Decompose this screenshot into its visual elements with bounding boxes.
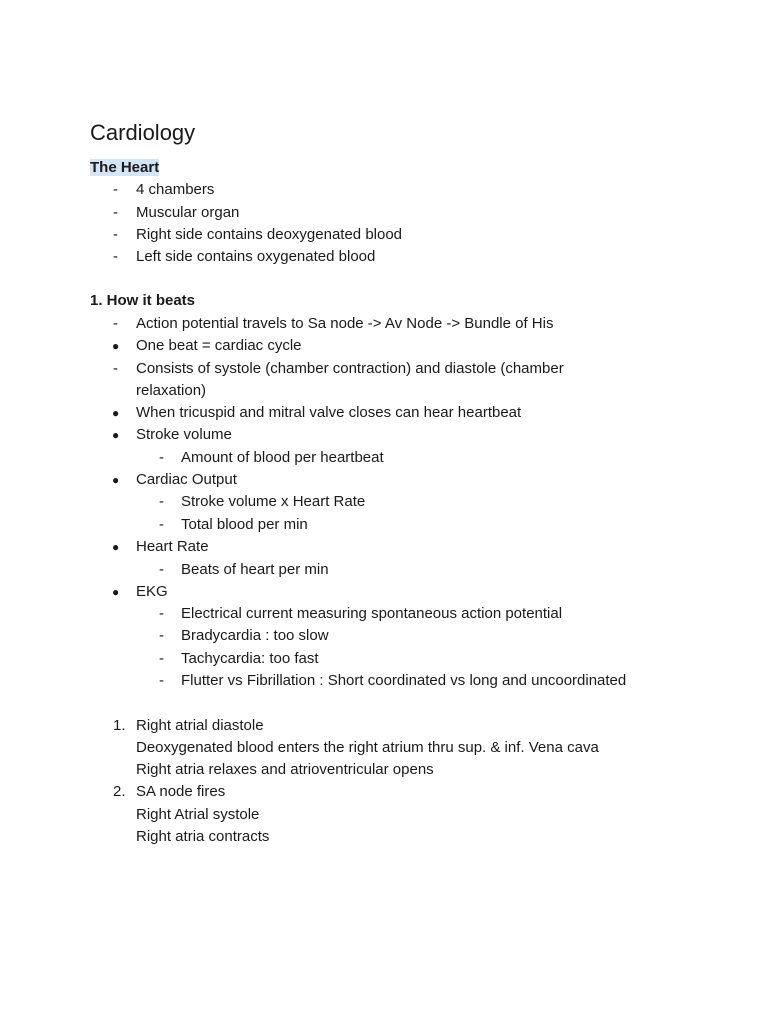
dash-marker: - bbox=[159, 516, 164, 533]
dash-marker: - bbox=[159, 672, 164, 689]
sub-list-item: Flutter vs Fibrillation : Short coordinated vs long and uncoordinated bbox=[181, 672, 627, 689]
list-number: 1. bbox=[113, 717, 126, 734]
list-item-continuation: relaxation) bbox=[136, 382, 207, 399]
list-item: One beat = cardiac cycle bbox=[136, 337, 302, 354]
list-item: Muscular organ bbox=[136, 204, 240, 221]
list-item: Consists of systole (chamber contraction) and diastole (chamber bbox=[136, 360, 564, 377]
ordered-list-item: SA node fires bbox=[136, 783, 226, 800]
section-heading-the-heart: The Heart bbox=[90, 159, 160, 176]
dash-marker: - bbox=[113, 204, 118, 221]
bullet-marker: ● bbox=[112, 585, 120, 599]
section-heading-how-it-beats: 1. How it beats bbox=[90, 292, 196, 309]
dash-marker: - bbox=[113, 360, 118, 377]
list-item-continuation: Right Atrial systole bbox=[136, 806, 260, 823]
list-item: Cardiac Output bbox=[136, 471, 237, 488]
sub-list-item: Bradycardia : too slow bbox=[181, 627, 329, 644]
list-item-continuation: Right atria contracts bbox=[136, 828, 270, 845]
ordered-list-item: Right atrial diastole bbox=[136, 717, 264, 734]
dash-marker: - bbox=[159, 627, 164, 644]
bullet-marker: ● bbox=[112, 339, 120, 353]
dash-marker: - bbox=[113, 248, 118, 265]
sub-list-item: Tachycardia: too fast bbox=[181, 650, 319, 667]
list-item-continuation: Right atria relaxes and atrioventricular opens bbox=[136, 761, 434, 778]
sub-list-item: Stroke volume x Heart Rate bbox=[181, 493, 366, 510]
list-number: 2. bbox=[113, 783, 126, 800]
dash-marker: - bbox=[113, 181, 118, 198]
dash-marker: - bbox=[159, 449, 164, 466]
list-item: EKG bbox=[136, 583, 168, 600]
page-title: Cardiology bbox=[90, 120, 196, 145]
sub-list-item: Amount of blood per heartbeat bbox=[181, 449, 384, 466]
list-item: Right side contains deoxygenated blood bbox=[136, 226, 403, 243]
dash-marker: - bbox=[113, 315, 118, 332]
list-item: Action potential travels to Sa node -> Av Node -> Bundle of His bbox=[136, 315, 554, 332]
list-item: Stroke volume bbox=[136, 426, 232, 443]
dash-marker: - bbox=[159, 493, 164, 510]
bullet-marker: ● bbox=[112, 473, 120, 487]
bullet-marker: ● bbox=[112, 406, 120, 420]
dash-marker: - bbox=[159, 605, 164, 622]
bullet-marker: ● bbox=[112, 428, 120, 442]
dash-marker: - bbox=[159, 561, 164, 578]
sub-list-item: Total blood per min bbox=[181, 516, 308, 533]
list-item: 4 chambers bbox=[136, 181, 215, 198]
list-item: Heart Rate bbox=[136, 538, 209, 555]
sub-list-item: Beats of heart per min bbox=[181, 561, 329, 578]
dash-marker: - bbox=[113, 226, 118, 243]
list-item-continuation: Deoxygenated blood enters the right atrium thru sup. & inf. Vena cava bbox=[136, 739, 599, 756]
sub-list-item: Electrical current measuring spontaneous action potential bbox=[181, 605, 563, 622]
dash-marker: - bbox=[159, 650, 164, 667]
list-item: Left side contains oxygenated blood bbox=[136, 248, 376, 265]
bullet-marker: ● bbox=[112, 540, 120, 554]
list-item: When tricuspid and mitral valve closes can hear heartbeat bbox=[136, 404, 522, 421]
